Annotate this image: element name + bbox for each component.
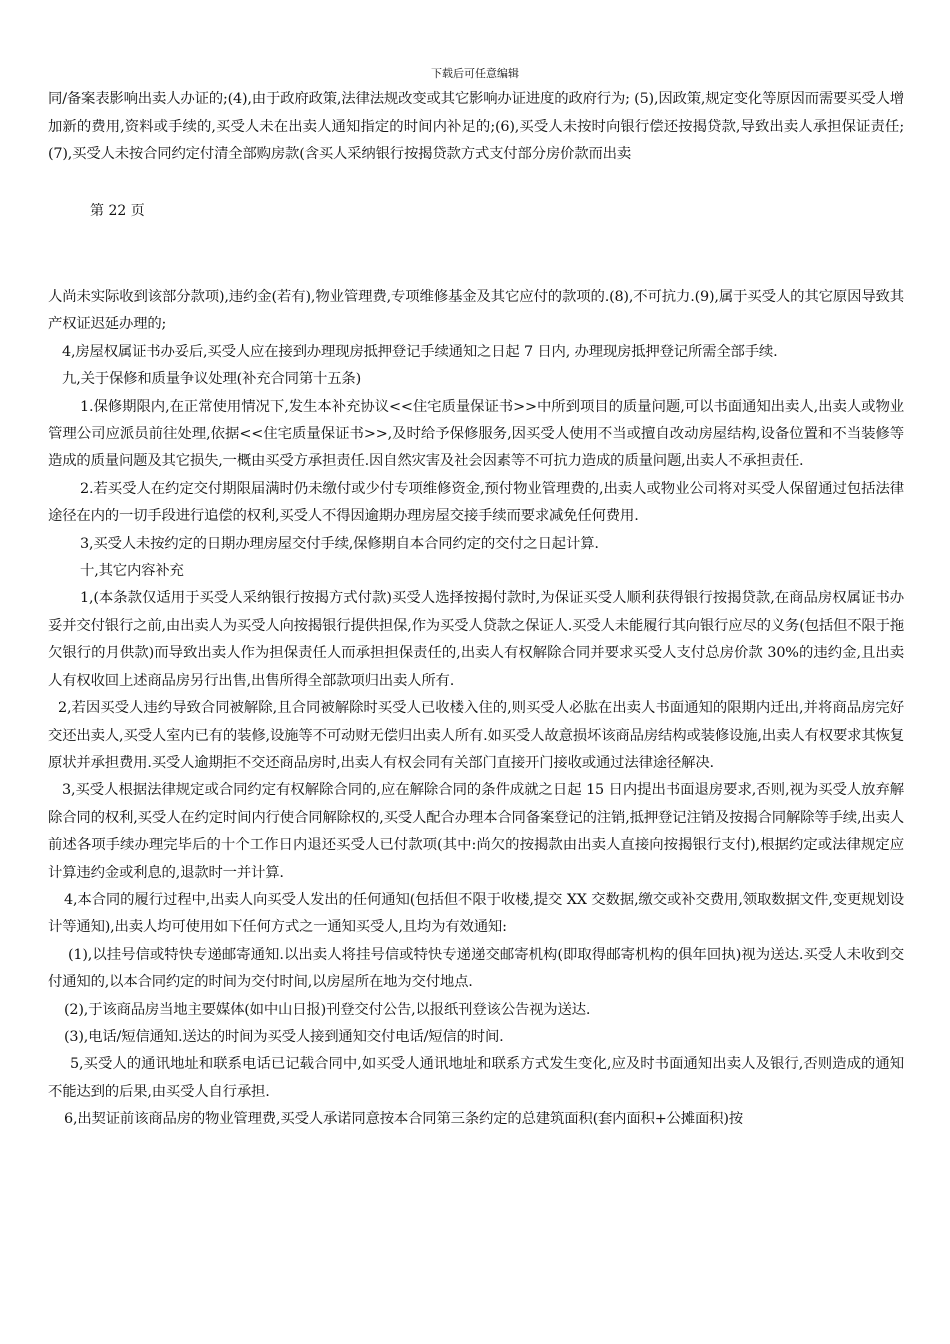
body-paragraph: 4,房屋权属证书办妥后,买受人应在接到办理现房抵押登记手续通知之日起 7 日内, 办理现房抵押登记所需全部手续.: [62, 343, 778, 360]
body-paragraph: 十,其它内容补充: [80, 563, 184, 580]
body-paragraph: (1),以挂号信或特快专递邮寄通知.以出卖人将挂号信或特快专递递交邮寄机构(即取得邮寄机构的俱年回执)视为送达.买受人未收到交付通知的,以本合同约定的时间为交付时间,以房屋所在地为交付地点.: [48, 946, 904, 991]
top-paragraph: 同/备案表影响出卖人办证的;(4),由于政府政策,法律法规改变或其它影响办证进度的政府行为; (5),因政策,规定变化等原因而需要买受人增加新的费用,资料或手续的,买受人未在出卖人通知指定的时间内补足的;(6),买受人未按时向银行偿还按揭贷款,导致出卖人承担保证责任;(7),买受人未按合同约定付清全部购房款(含买人采纳银行按揭贷款方式支付部分房价款而出卖: [48, 91, 904, 163]
page-header: 下载后可任意编辑: [431, 67, 519, 80]
body-paragraph: 1.保修期限内,在正常使用情况下,发生本补充协议<<住宅质量保证书>>中所到项目的质量问题,可以书面通知出卖人,出卖人或物业管理公司应派员前往处理,依据<<住宅质量保证书>>,及时给予保修服务,因买受人使用不当或擅自改动房屋结构,设备位置和不当装修等造成的质量问题及其它损失,一概由买受方承担责任.因自然灾害及社会因素等不可抗力造成的质量问题,出卖人不承担责任.: [48, 398, 904, 470]
body-paragraph: 2,若因买受人违约导致合同被解除,且合同被解除时买受人已收楼入住的,则买受人必肱在出卖人书面通知的限期内迁出,并将商品房完好交还出卖人,买受人室内已有的装修,设施等不可动财无偿归出卖人所有.如买受人故意损坏该商品房结构或装修设施,出卖人有权要求其恢复原状并承担费用.买受人逾期拒不交还商品房时,出卖人有权会同有关部门直接开门接收或通过法律途径解决.: [48, 700, 904, 771]
body-paragraph: 4,本合同的履行过程中,出卖人向买受人发出的任何通知(包括但不限于收楼,提交 XX 交数据,缴交或补交费用,领取数据文件,变更规划设计等通知),出卖人均可使用如下任何方式之一通知买受人,且均为有效通知:: [48, 891, 904, 936]
body-paragraph: 5,买受人的通讯地址和联系电话已记载合同中,如买受人通讯地址和联系方式发生变化,应及时书面通知出卖人及银行,否则造成的通知不能达到的后果,由买受人自行承担.: [48, 1056, 904, 1100]
body-paragraph: 九,关于保修和质量争议处理(补充合同第十五条): [62, 371, 362, 388]
body-paragraph: (3),电话/短信通知.送达的时间为买受人接到通知交付电话/短信的时间.: [64, 1028, 504, 1045]
body-paragraph: (2),于该商品房当地主要媒体(如中山日报)刊登交付公告,以报纸刊登该公告视为送达.: [64, 1001, 591, 1018]
body-paragraph: 1,(本条款仅适用于买受人采纳银行按揭方式付款)买受人选择按揭付款时,为保证买受人顺利获得银行按揭贷款,在商品房权属证书办妥并交付银行之前,由出卖人为买受人向按揭银行提供担保,作为买受人贷款之保证人.买受人未能履行其向银行应尽的义务(包括但不限于拖欠银行的月供款)而导致出卖人作为担保责任人而承担担保责任的,出卖人有权解除合同并要求买受人支付总房价款 30%的违约金,且出卖人有权收回上述商品房另行出售,出售所得全部款项归出卖人所有.: [48, 590, 904, 689]
body-paragraph: 2.若买受人在约定交付期限届满时仍未缴付或少付专项维修资金,预付物业管理费的,出卖人或物业公司将对买受人保留通过包括法律途径在内的一切手段进行追偿的权利,买受人不得因逾期办理房屋交接手续而要求减免任何费用.: [48, 480, 904, 525]
body-paragraph: 3,买受人未按约定的日期办理房屋交付手续,保修期自本合同约定的交付之日起计算.: [80, 535, 599, 552]
body-text-block: [48, 284, 904, 1134]
page-number: 第 22 页: [90, 203, 145, 219]
body-paragraph: 6,出契证前该商品房的物业管理费,买受人承诺同意按本合同第三条约定的总建筑面积(套内面积+公摊面积)按: [64, 1111, 743, 1128]
body-paragraph: 人尚未实际收到该部分款项),违约金(若有),物业管理费,专项维修基金及其它应付的款项的.(8),不可抗力.(9),属于买受人的其它原因导致其产权证迟延办理的;: [48, 289, 904, 333]
top-paragraph-block: [48, 86, 904, 169]
body-paragraph: 3,买受人根据法律规定或合同约定有权解除合同的,应在解除合同的条件成就之日起 15 日内提出书面退房要求,否则,视为买受人放弃解除合同的权利,买受人在约定时间内行使合同解除权的,买受人配合办理本合同备案登记的注销,抵押登记注销及按揭合同解除等手续,出卖人前述各项手续办理完毕后的十个工作日内退还买受人已付款项(其中:尚欠的按揭款由出卖人直接向按揭银行支付),根据约定或法律规定应计算违约金或利息的,退款时一并计算.: [48, 782, 904, 881]
